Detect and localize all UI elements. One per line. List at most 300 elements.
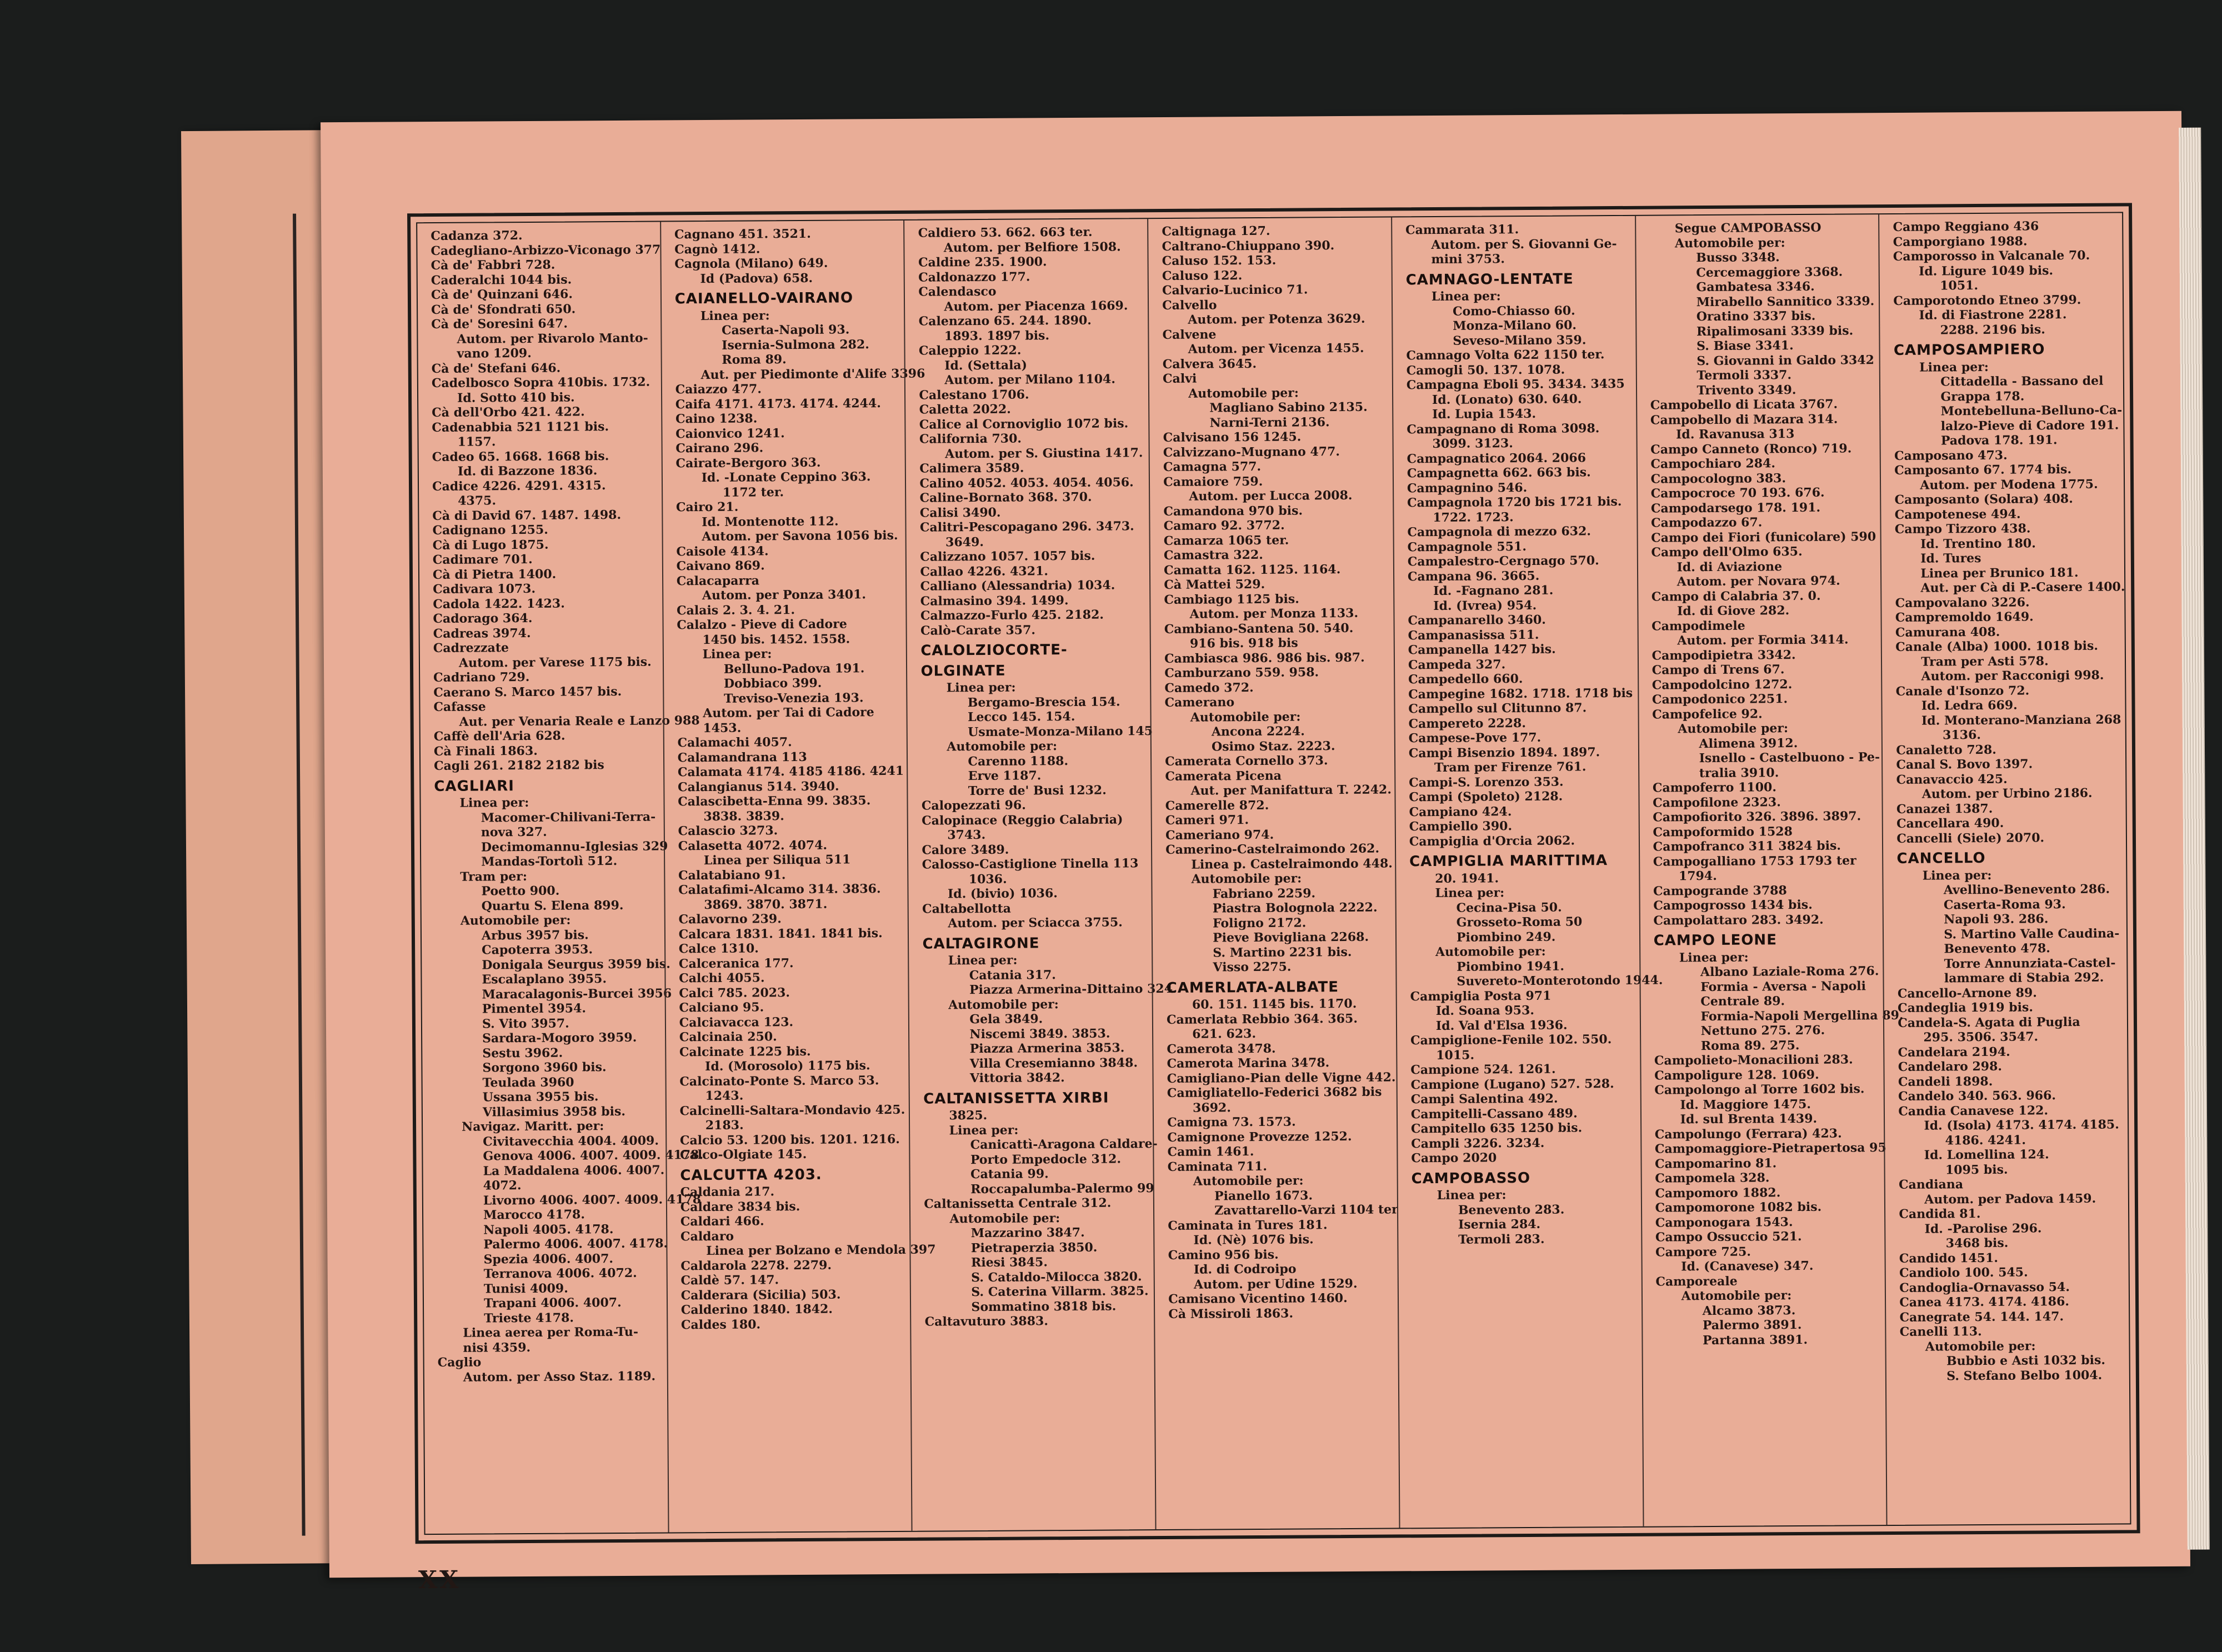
index-entry: Calavorno 239. [678,912,782,927]
index-entry: Campogrande 3788 [1653,883,1787,899]
index-entry: Campofiorito 326. 3896. 3897. [1653,809,1861,825]
index-entry: Caionvico 1241. [675,425,785,441]
index-entry: Campochiaro 284. [1650,456,1776,472]
index-entry: Campolattaro 283. 3492. [1653,912,1824,928]
index-entry: Id. (Nè) 1076 bis. [1193,1232,1314,1248]
index-entry: 3838. 3839. [703,808,784,824]
index-entry: Cambiasca 986. 986 bis. 987. [1164,650,1365,666]
index-entry: Camporgiano 1988. [1893,233,2028,249]
index-entry: Cadelbosco Sopra 410bis. 1732. [431,374,650,391]
index-entry: Formia-Napoli Mergellina 89. [1700,1008,1904,1024]
index-entry: Campo Tizzoro 438. [1894,521,2031,537]
index-entry: Calino 4052. 4053. 4054. 4056. [919,474,1134,491]
index-entry: Id. (Morosolo) 1175 bis. [705,1058,870,1074]
index-entry: Formia - Aversa - Napoli [1700,978,1866,994]
index-entry: Caltignaga 127. [1162,223,1270,239]
index-entry: Calopezzati 96. [921,798,1026,813]
index-entry: Calvi [1162,371,1197,387]
index-entry: Cittadella - Bassano del [1940,373,2104,389]
index-entry: Autom. per Udine 1529. [1193,1276,1358,1292]
index-entry: Genova 4006. 4007. 4009. 4178. [483,1148,704,1164]
index-entry: Campodarsego 178. 191. [1650,500,1821,516]
index-entry: Candelaro 298. [1898,1059,2003,1074]
index-entry: Calliano (Alessandria) 1034. [920,578,1115,594]
index-entry: Camponogara 1543. [1655,1214,1793,1230]
index-entry: Campremoldo 1649. [1895,609,2034,625]
index-entry: Cà de' Stefani 646. [431,361,561,376]
index-entry: Foligno 2172. [1212,915,1307,930]
index-entry: Campanarello 3460. [1408,612,1546,628]
index-entry: Calcinate 1225 bis. [679,1044,811,1059]
index-entry: Torre Annunziata-Castel- [1944,955,2116,971]
index-entry: Linea per: [1679,950,1749,965]
index-entry: Pimentel 3954. [482,1001,587,1017]
index-entry: Autom. per Ponza 3401. [702,587,867,603]
section-heading: CALTAGIRONE [922,934,1040,953]
index-entry: Automobile per: [948,997,1059,1012]
index-entry: Camerota 3478. [1167,1041,1276,1057]
index-entry: Calascio 3273. [678,823,778,839]
index-entry: Calasetta 4072. 4074. [678,838,828,853]
index-entry: Linea per Brunico 181. [1920,565,2079,581]
index-entry: Camarza 1065 ter. [1163,533,1289,548]
index-entry: Cadice 4226. 4291. 4315. [432,478,606,494]
index-entry: Canegrate 54. 144. 147. [1899,1309,2064,1325]
index-entry: Id. -Lonate Ceppino 363. [701,469,871,485]
index-entry: Cadanza 372. [431,228,523,244]
index-entry: Catania 99. [970,1167,1049,1182]
index-column-2 [660,221,936,1533]
index-entry: Campi Salentina 492. [1410,1091,1558,1107]
index-entry: Autom. per Rivarolo Manto- [457,331,648,347]
index-entry: Caminata in Tures 181. [1168,1217,1328,1233]
index-entry: Calamata 4174. 4185 4186. 4241 [677,763,904,780]
index-entry: Cameriano 974. [1165,827,1274,843]
index-entry: Campagnino 546. [1407,480,1528,495]
index-entry: Campolungo (Ferrara) 423. [1654,1126,1842,1142]
index-entry: Calvera 3645. [1162,356,1257,372]
index-entry: Callao 4226. 4321. [920,563,1049,579]
index-entry: Ancona 2224. [1211,724,1305,739]
index-entry: Calcinaia 250. [679,1029,777,1045]
index-entry: Trapani 4006. 4007. [483,1295,622,1311]
section-heading: CAMPIGLIA MARITTIMA [1409,852,1608,870]
index-entry: Campagnola di mezzo 632. [1407,524,1592,540]
index-entry: Camposano 473. [1894,448,2008,463]
index-entry: Caiazzo 477. [675,382,762,397]
index-entry: Riesi 3845. [970,1255,1048,1270]
index-entry: Linea per: [1919,359,1989,375]
index-entry: Calò-Carate 357. [920,622,1036,638]
index-entry: Alimena 3912. [1699,735,1798,751]
index-entry: Id. Lomellina 124. [1924,1147,2049,1163]
index-entry: Navigaz. Maritt. per: [462,1119,604,1134]
index-entry: Camerata Picena [1165,768,1282,784]
index-entry: Campoferro 1100. [1652,780,1777,795]
index-entry: Caivano 869. [676,558,765,574]
index-entry: Camaro 92. 3772. [1163,518,1285,533]
index-entry: 1095 bis. [1945,1162,2008,1177]
index-entry: Tram per Asti 578. [1921,653,2049,669]
index-entry: Civitavecchia 4004. 4009. [483,1133,659,1149]
index-entry: Campiglione-Fenile 102. 550. [1410,1032,1612,1048]
index-entry: Linea per Bolzano e Mendola 397 [706,1242,936,1259]
index-entry: Carenno 1188. [968,753,1069,769]
index-entry: Candeglia 1919 bis. [1898,1000,2034,1015]
index-entry: Caerano S. Marco 1457 bis. [433,684,622,700]
index-entry: Campanasissa 511. [1408,627,1539,643]
index-entry: Roma 89. [722,352,787,367]
index-entry: Roma 89. 275. [1700,1038,1800,1053]
index-entry: Calci 785. 2023. [679,985,790,1000]
index-entry: Calangianus 514. 3940. [677,779,839,794]
index-entry: Campi-S. Lorenzo 353. [1409,774,1564,790]
index-column-1 [417,222,704,1534]
index-entry: Cadreas 3974. [433,625,531,641]
index-entry: Caisole 4134. [676,543,769,559]
section-heading: CAMPO LEONE [1653,932,1778,949]
index-entry: Cadignano 1255. [432,522,548,538]
index-entry: Isnello - Castelbuono - Pe- [1699,750,1880,766]
index-entry: Canaletto 728. [1896,742,1996,758]
index-entry: Cadegliano-Arbizzo-Viconago 377 [431,242,661,258]
index-entry: Autom. per S. Giustina 1417. [945,445,1143,461]
index-entry: Campofelice 92. [1652,706,1763,722]
index-entry: Calendasco [918,284,997,299]
index-entry: Candelara 2194. [1898,1044,2010,1060]
index-entry: Calvello [1162,297,1217,313]
index-entry: Cairano 296. [675,440,764,456]
index-entry: 1453. [703,720,742,735]
index-entry: Candiana [1898,1177,1964,1192]
index-entry: 2183. [705,1118,744,1133]
index-entry: Camerata Cornello 373. [1165,753,1328,769]
index-entry: S. Giovanni in Galdo 3342 [1696,352,1875,368]
index-entry: Canea 4173. 4174. 4186. [1899,1294,2070,1310]
index-entry: Catania 317. [969,967,1056,983]
index-entry: Trieste 4178. [484,1310,574,1325]
index-entry: Teulada 3960 [482,1075,574,1090]
index-entry: Calitri-Pescopagano 296. 3473. [919,519,1134,535]
index-entry: Calamachi 4057. [677,735,792,750]
index-entry: Bubbio e Asti 1032 bis. [1946,1353,2106,1369]
index-entry: Calmazzo-Furlo 425. 2182. [920,607,1104,623]
index-entry: Id (Padova) 658. [700,271,813,286]
index-entry: Autom. per S. Giovanni Ge- [1431,236,1617,252]
index-entry: Calmasino 394. 1499. [920,593,1069,609]
index-entry: Calosso-Castiglione Tinella 113 [922,856,1139,872]
index-entry: S. Biase 3341. [1696,338,1794,354]
section-heading: CAGLIARI [434,777,515,795]
index-entry: S. Stefano Belbo 1004. [1946,1368,2103,1383]
index-entry: Camisano Vicentino 1460. [1168,1291,1348,1306]
index-entry: Linea aerea per Roma-Tu- [463,1324,638,1340]
index-entry: Camino 956 bis. [1168,1247,1279,1263]
index-entry: Campogrosso 1434 bis. [1653,897,1813,913]
index-entry: Camigna 73. 1573. [1167,1114,1296,1130]
index-entry: Campofranco 311 3824 bis. [1653,838,1841,854]
index-entry: Id. Ligure 1049 bis. [1918,263,2054,279]
index-entry: Treviso-Venezia 193. [724,690,864,706]
index-entry: Tunisi 4009. [483,1281,568,1296]
index-entry: Campanella 1427 bis. [1408,642,1556,658]
index-entry: Autom. per Milano 1104. [944,372,1116,388]
index-entry: Id. Monterano-Manziana 268 [1921,712,2121,728]
index-entry: tralia 3910. [1699,765,1779,780]
index-entry: 3692. [1192,1100,1232,1115]
index-entry: Linea per: [702,647,772,662]
index-entry: Automobile per: [1191,871,1302,887]
index-entry: 4072. [483,1178,522,1193]
index-entry: Caldiero 53. 662. 663 ter. [918,224,1093,241]
index-entry: S. Caterina Villarm. 3825. [971,1284,1149,1300]
index-entry: Linea per: [1437,1188,1507,1203]
index-entry: Quartu S. Elena 899. [481,898,624,914]
index-entry: Calalzo - Pieve di Cadore [677,617,847,633]
index-entry: Calco-Olgiate 145. [680,1147,807,1163]
index-entry: Narni-Terni 2136. [1209,414,1330,430]
section-heading: CAMPOBASSO [1411,1169,1531,1187]
index-entry: Autom. per Potenza 3629. [1188,311,1365,327]
index-entry: Gela 3849. [969,1012,1043,1027]
index-entry: Sardara-Mogoro 3959. [482,1030,637,1046]
index-entry: Suvereto-Monterotondo 1944. [1457,973,1663,989]
index-entry: Termoli 3337. [1696,368,1792,383]
index-entry: Canicattì-Aragona Caldare- [970,1137,1158,1153]
index-entry: Zavattarello-Varzi 1104 ter [1214,1202,1398,1218]
index-entry: Autom. per Sciacca 3755. [948,915,1123,931]
index-entry: S. Martino Valle Caudina- [1944,926,2120,942]
index-entry: Aut. per Venaria Reale e Lanzo 988 [459,713,700,729]
index-entry: Campomarino 81. [1655,1155,1777,1172]
index-entry: Campofilone 2323. [1653,794,1781,810]
index-entry: Campagnatico 2064. 2066 [1407,450,1587,466]
index-entry: Campo di Trens 67. [1652,662,1785,678]
index-entry: Linea per: [949,1123,1019,1138]
section-heading: CALTANISSETTA XIRBI [923,1089,1109,1108]
index-entry: Automobile per: [1188,386,1299,401]
index-entry: Autom. per Modena 1775. [1920,477,2098,493]
index-entry: Automobile per: [1674,235,1785,251]
index-entry: Campello sul Clitunno 87. [1408,700,1587,717]
index-columns [416,212,2131,1535]
index-entry: Camin 1461. [1167,1144,1254,1159]
index-entry: Campo di Calabria 37. 0. [1651,588,1821,604]
index-entry: Caluso 152. 153. [1162,253,1277,269]
section-heading: CAMNAGO-LENTATE [1405,270,1574,288]
index-entry: Calcio 53. 1200 bis. 1201. 1216. [679,1132,900,1148]
index-entry: Campagnola 1720 bis 1721 bis. [1407,494,1622,510]
index-entry: Campiano 424. [1409,804,1512,819]
index-entry: Montebelluna-Belluno-Ca- [1940,403,2123,419]
index-entry: Camporotondo Etneo 3799. [1893,292,2081,308]
index-entry: Candida 81. [1899,1207,1981,1222]
index-entry: Campiello 390. [1409,819,1513,834]
index-entry: Calizzano 1057. 1057 bis. [920,548,1095,564]
index-entry: Calciavacca 123. [679,1014,794,1030]
index-entry: nisi 4359. [463,1340,531,1355]
index-entry: Campodonico 2251. [1652,692,1788,707]
section-heading: CAMPOSAMPIERO [1893,341,2045,359]
index-entry: Cambiano-Santena 50. 540. [1164,620,1354,637]
index-entry: Trivento 3349. [1696,382,1796,398]
index-entry: Arbus 3957 bis. [481,927,589,943]
page-number: XX [418,1565,461,1595]
index-entry: Autom. per Urbino 2186. [1921,785,2093,802]
index-entry: 1172 ter. [722,484,784,500]
index-entry: Linea per: [946,680,1016,695]
index-entry: Cadriano 729. [433,669,530,685]
index-entry: Autom. per Lucca 2008. [1189,488,1353,504]
index-entry: Campese-Pove 177. [1408,730,1542,746]
index-entry: Canazei 1387. [1896,801,1993,817]
index-entry: Caltabellotta [922,901,1012,917]
index-column-5 [1391,216,1663,1528]
index-entry: Canal S. Bovo 1397. [1896,757,2033,772]
index-entry: Caldari 466. [680,1214,764,1229]
index-entry: Campolieto-Monacilioni 283. [1654,1052,1853,1068]
index-entry: Id. Lupia 1543. [1432,406,1537,422]
index-entry: Campovalano 3226. [1895,594,2030,610]
index-entry: Cadeo 65. 1668. 1668 bis. [432,448,609,464]
index-entry: Canelli 113. [1899,1324,1982,1339]
index-entry: Camporosso in Valcanale 70. [1893,248,2090,264]
index-entry: Calascibetta-Enna 99. 3835. [678,793,871,809]
index-entry: 1157. [457,434,496,449]
index-entry: Busso 3348. [1696,250,1780,266]
index-entry: Autom. per Vicenza 1455. [1188,341,1364,357]
index-entry: Palermo 3891. [1702,1318,1802,1333]
index-entry: Id. di Giove 282. [1676,603,1790,619]
index-entry: Campitello 635 1250 bis. [1410,1120,1583,1137]
index-entry: Bergamo-Brescia 154. [967,694,1120,710]
index-entry: Campi (Spoleto) 2128. [1409,789,1563,805]
index-entry: Campiglia d'Orcia 2062. [1409,833,1575,849]
index-entry: Id. (Settala) [944,357,1028,373]
index-entry: Erve 1187. [968,768,1042,784]
index-entry: Dobbiaco 399. [723,675,822,691]
index-entry: Id. Val d'Elsa 1936. [1435,1018,1568,1033]
index-entry: Candela-S. Agata di Puglia [1898,1014,2080,1030]
index-entry: Linea p. Castelraimondo 448. [1191,855,1393,872]
index-entry: Isernia 284. [1458,1217,1541,1232]
index-entry: Autom. per Tai di Cadore [703,705,874,721]
index-entry: Calderino 1840. 1842. [680,1301,833,1318]
index-entry: Linea per: [1431,289,1501,304]
index-entry: Benevento 283. [1458,1202,1565,1218]
index-entry: Automobile per: [1681,1288,1792,1304]
index-entry: Camandona 970 bis. [1163,503,1303,519]
index-column-6 [1635,214,1904,1526]
index-entry: Cancelli (Siele) 2070. [1896,830,2045,846]
index-entry: Sestu 3962. [482,1045,563,1061]
index-entry: Camerino-Castelraimondo 262. [1165,841,1380,857]
index-entry: Id. (Lonato) 630. 640. [1432,391,1582,407]
index-entry: vano 1209. [457,346,532,361]
index-entry: Fabriano 2259. [1212,885,1316,901]
index-entry: Calopinace (Reggio Calabria) [922,812,1123,828]
index-entry: Campomorone 1082 bis. [1655,1199,1822,1215]
index-entry: Camerelle 872. [1165,798,1269,813]
index-entry: Calcinato-Ponte S. Marco 53. [679,1073,879,1089]
index-entry: Mazzarino 3847. [970,1225,1085,1241]
index-entry: Caino 1238. [675,411,758,427]
index-entry: Calce 1310. [678,941,759,957]
index-entry: Napoli 4005. 4178. [483,1222,614,1238]
index-entry: Camburzano 559. 958. [1164,665,1319,680]
index-entry: Caifa 4171. 4173. 4174. 4244. [675,396,881,412]
section-heading: CALOLZIOCORTE- [920,642,1068,659]
index-entry: Autom. per Novara 974. [1676,573,1840,589]
index-entry: Camerano [1164,695,1235,710]
index-entry: Calestano 1706. [919,387,1029,403]
index-entry: S. Martino 2231 bis. [1213,944,1352,960]
index-entry: Candelo 340. 563. 966. [1898,1088,2056,1104]
index-entry: Camnago Volta 622 1150 ter. [1406,347,1605,363]
index-entry: 3468 bis. [1945,1235,2009,1251]
index-entry: Calvene [1162,327,1217,342]
index-entry: Caline-Bornato 368. 370. [919,489,1092,505]
index-entry: Campegine 1682. 1718. 1718 bis [1408,685,1633,702]
index-entry: 3869. 3870. 3871. [704,897,828,912]
index-entry: Cairo 21. [675,499,739,515]
index-entry: Campoformido 1528 [1653,824,1793,840]
index-entry: Id. Soana 953. [1435,1003,1535,1019]
index-entry: Automobile per: [460,913,571,928]
index-entry: Calciano 95. [679,1000,764,1015]
index-entry: Benevento 478. [1944,941,2050,957]
index-entry: Id. Montenotte 112. [702,514,839,529]
index-entry: Camporeale [1655,1274,1738,1289]
index-entry: Id. Maggiore 1475. [1680,1097,1811,1112]
index-entry: Campo dei Fiori (funicolare) 590 [1651,529,1876,545]
index-entry: 4375. [458,493,497,508]
index-entry: Niscemi 3849. 3853. [969,1026,1110,1042]
index-entry: Cà di Pietra 1400. [432,567,557,582]
index-entry: Automobile per: [1678,721,1789,737]
index-entry: Calchi 4055. [679,970,765,986]
index-entry: Gambatesa 3346. [1696,279,1815,295]
index-entry: Autom. per Asso Staz. 1189. [463,1369,656,1385]
section-heading: OLGINATE [920,662,1006,680]
index-column-4 [1147,217,1399,1529]
index-entry: Campomela 328. [1655,1170,1770,1186]
index-entry: Cà Finali 1863. [433,743,538,759]
index-entry: Id. Sotto 410 bis. [457,389,575,406]
index-entry: Id. (Isola) 4173. 4174. 4185. [1924,1117,2119,1133]
index-entry: Candiolo 100. 545. [1899,1265,2028,1280]
index-entry: lammare di Stabia 292. [1944,970,2104,986]
index-entry: Caldania 217. [680,1184,775,1200]
index-entry: Campagnano di Roma 3098. [1407,420,1600,437]
index-entry: Calacaparra [676,573,759,588]
index-entry: Caldaro [680,1229,734,1244]
index-entry: 916 bis. 918 bis [1189,635,1298,651]
index-entry: Automobile per: [947,739,1058,754]
index-entry: Autom. per Formia 3414. [1677,632,1849,648]
index-entry: Aut. per Manifattura T. 2242. [1190,782,1392,798]
index-entry: Donigala Seurgus 3959 bis. [482,956,670,973]
index-entry: Cagli 261. 2182 2182 bis [434,758,604,774]
index-entry: Cagnano 451. 3521. [674,226,811,242]
section-heading: CAMERLATA-ALBATE [1166,978,1339,997]
index-entry: Campodolcino 1272. [1652,677,1793,693]
index-page [321,111,2190,1595]
index-entry: Caletta 2022. [919,402,1011,417]
index-entry: Linea per: [1435,885,1505,901]
index-entry: Campodipietra 3342. [1652,647,1796,663]
index-entry: Belluno-Padova 191. [723,660,865,677]
